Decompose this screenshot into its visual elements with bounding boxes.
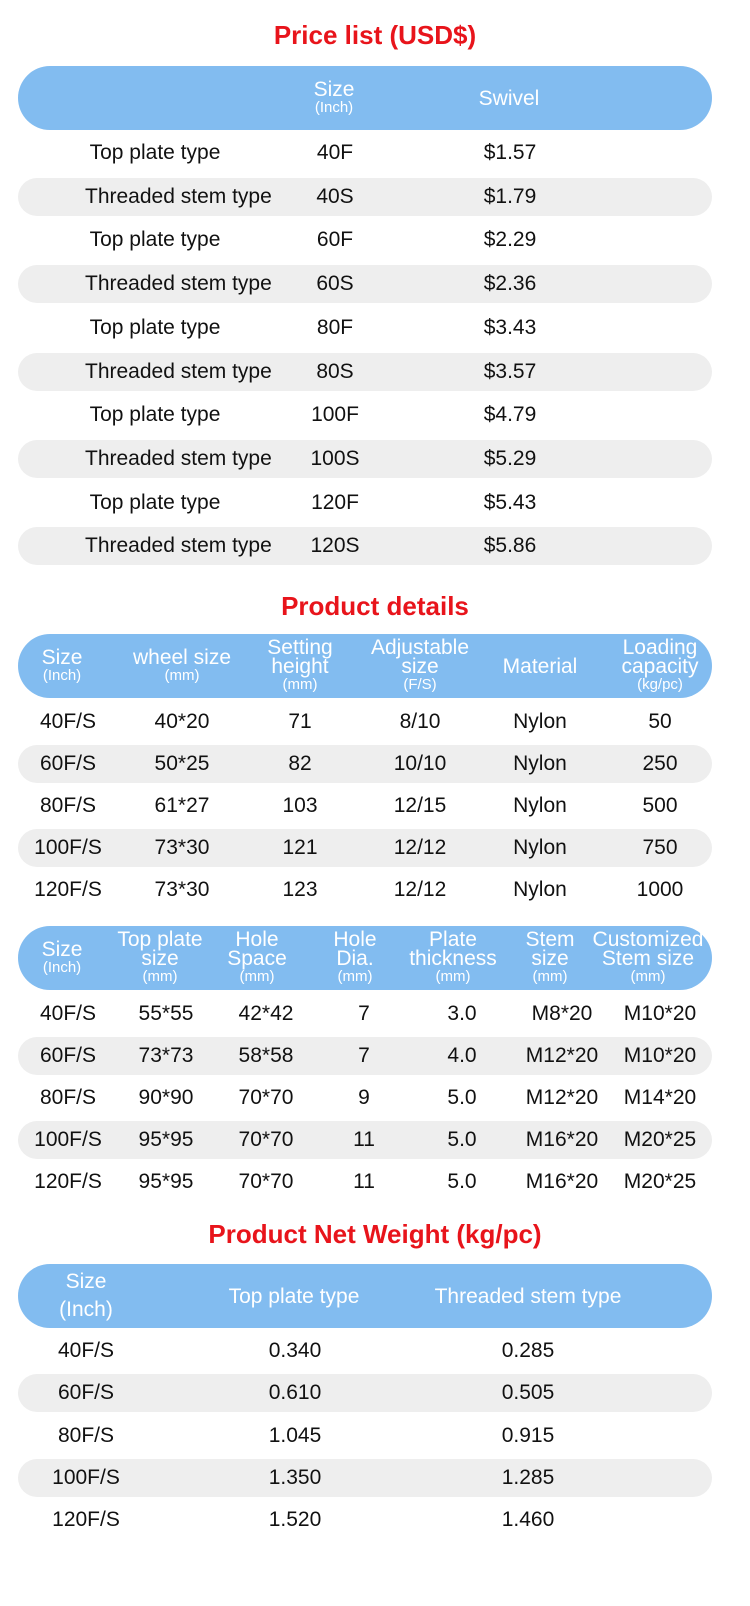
table-cell: 61*27: [154, 794, 210, 817]
table-cell: 1.350: [268, 1465, 322, 1489]
table-cell: 70*70: [238, 1128, 294, 1151]
table-cell: 40F/S: [39, 710, 97, 733]
plate-stem-header: [18, 926, 712, 990]
table-cell: Top plate type: [89, 490, 221, 514]
table-cell: 95*95: [138, 1170, 194, 1193]
header-cell: [212, 926, 302, 990]
net-weight-header: [18, 1264, 712, 1328]
table-cell: M12*20: [525, 1044, 599, 1067]
header-main: Size: [313, 77, 355, 101]
table-cell: 120F/S: [34, 1170, 102, 1193]
price-list-title: Price list (USD$): [273, 20, 477, 50]
table-cell: 7: [358, 1002, 370, 1025]
header-cell: [112, 634, 252, 698]
table-cell: M8*20: [531, 1002, 593, 1025]
header-cell-size: [284, 66, 384, 130]
header-cell-swivel: [444, 66, 574, 130]
table-cell: $3.57: [483, 359, 537, 383]
table-cell: 9: [358, 1086, 370, 1109]
table-cell: 95*95: [138, 1128, 194, 1151]
table-cell: 1.045: [268, 1423, 322, 1447]
table-cell: 121: [282, 836, 318, 859]
table-row: [18, 995, 712, 1033]
header-cell: [398, 926, 508, 990]
table-cell: 5.0: [447, 1170, 477, 1193]
table-cell: 73*30: [154, 836, 210, 859]
header-main: Loading capacity: [621, 636, 699, 678]
header-cell: [17, 926, 107, 990]
header-cell: [605, 634, 715, 698]
table-row: [18, 309, 712, 347]
table-row: [18, 829, 712, 867]
header-cell: [510, 926, 590, 990]
table-cell: $4.79: [483, 403, 537, 427]
table-cell: 40F: [316, 141, 354, 164]
header-cell: [315, 926, 395, 990]
table-row: [18, 1121, 712, 1159]
table-cell: 60F/S: [57, 1381, 115, 1405]
table-cell: 250: [642, 752, 678, 775]
header-main: Hole Space: [227, 928, 287, 970]
table-cell: 60F: [316, 228, 354, 252]
table-cell: Nylon: [513, 878, 567, 901]
table-cell: 120F/S: [52, 1508, 120, 1532]
table-cell: 0.610: [268, 1381, 322, 1405]
header-main: Customized Stem size: [592, 928, 704, 970]
price-list-header: [18, 66, 712, 130]
table-cell: 3.0: [447, 1002, 477, 1025]
table-cell: 103: [282, 794, 318, 817]
header-cell: [485, 634, 595, 698]
table-cell: Threaded stem type: [85, 272, 272, 296]
table-cell: 80F/S: [57, 1423, 115, 1447]
table-cell: $2.36: [483, 272, 537, 296]
table-cell: 100F/S: [34, 836, 102, 859]
header-sub: (mm): [337, 968, 373, 985]
table-cell: 73*30: [154, 878, 210, 901]
header-cell: [12, 634, 112, 698]
table-cell: 11: [353, 1170, 375, 1193]
table-cell: Threaded stem type: [85, 534, 272, 558]
header-sub: (mm): [239, 968, 275, 985]
product-details-title: Product details: [281, 591, 469, 621]
header-cell-size: [36, 1264, 136, 1328]
header-cell-top-plate: [204, 1264, 384, 1328]
table-cell: 82: [288, 752, 312, 775]
net-weight-title: Product Net Weight (kg/pc): [208, 1219, 542, 1249]
table-cell: 7: [358, 1044, 370, 1067]
table-cell: 11: [353, 1128, 375, 1151]
header-main: Material: [502, 654, 578, 678]
header-main: Stem size: [525, 928, 575, 970]
table-cell: 8/10: [399, 710, 441, 733]
table-cell: Nylon: [513, 794, 567, 817]
header-cell: [250, 634, 350, 698]
header-main: Setting height: [267, 636, 333, 678]
table-cell: 50*25: [154, 752, 210, 775]
table-row: [18, 134, 712, 172]
table-cell: 80F/S: [39, 794, 97, 817]
table-cell: 123: [282, 878, 318, 901]
header-sub: (kg/pc): [637, 676, 683, 693]
table-cell: $3.43: [483, 315, 537, 339]
header-sub: (mm): [435, 968, 471, 985]
table-cell: 50: [648, 710, 672, 733]
table-row: [18, 1417, 712, 1455]
table-cell: 1.460: [501, 1508, 555, 1532]
table-cell: 80F/S: [39, 1086, 97, 1109]
table-cell: 60S: [316, 272, 354, 296]
header-main: Top plate type: [228, 1284, 360, 1308]
header-sub: (mm): [282, 676, 318, 693]
table-cell: 70*70: [238, 1170, 294, 1193]
table-cell: M20*25: [623, 1170, 697, 1193]
header-main: Adjustable size: [370, 636, 470, 678]
table-cell: $2.29: [483, 228, 537, 252]
table-cell: 1.285: [501, 1465, 555, 1489]
table-cell: 750: [642, 836, 678, 859]
header-main: wheel size: [132, 645, 232, 669]
table-row: [18, 221, 712, 259]
table-cell: Top plate type: [89, 228, 221, 252]
table-cell: 4.0: [447, 1044, 477, 1067]
table-row: [18, 871, 712, 909]
header-main: Hole Dia.: [333, 928, 377, 970]
table-cell: Threaded stem type: [85, 184, 272, 208]
table-cell: 120S: [310, 534, 360, 558]
table-cell: 73*73: [138, 1044, 194, 1067]
table-cell: 70*70: [238, 1086, 294, 1109]
table-cell: Nylon: [513, 752, 567, 775]
header-sub: (Inch): [314, 98, 354, 116]
table-cell: 1.520: [268, 1508, 322, 1532]
table-cell: Threaded stem type: [85, 359, 272, 383]
table-cell: $5.29: [483, 446, 537, 470]
table-cell: 40*20: [154, 710, 210, 733]
table-cell: 5.0: [447, 1086, 477, 1109]
table-cell: Top plate type: [89, 403, 221, 427]
header-sub: (Inch): [42, 666, 82, 684]
table-cell: 40F/S: [39, 1002, 97, 1025]
header-sub: (mm): [630, 968, 666, 985]
table-cell: 0.285: [501, 1339, 555, 1362]
header-main: Plate thickness: [409, 928, 497, 970]
table-cell: Top plate type: [89, 141, 221, 164]
table-cell: M16*20: [525, 1128, 599, 1151]
header-main: Size (Inch): [59, 1270, 113, 1321]
table-cell: 0.505: [501, 1381, 555, 1405]
header-cell: [355, 634, 485, 698]
table-cell: M16*20: [525, 1170, 599, 1193]
header-sub: (F/S): [403, 676, 437, 693]
table-row: [18, 1163, 712, 1201]
table-cell: M12*20: [525, 1086, 599, 1109]
table-cell: 500: [642, 794, 678, 817]
table-row: [18, 1501, 712, 1539]
table-cell: 80F: [316, 315, 354, 339]
table-cell: 100F/S: [52, 1465, 120, 1489]
table-cell: $5.43: [483, 490, 537, 514]
table-cell: Nylon: [513, 836, 567, 859]
table-cell: 42*42: [238, 1002, 294, 1025]
table-cell: 55*55: [138, 1002, 194, 1025]
table-row: [18, 396, 712, 434]
table-cell: M10*20: [623, 1002, 697, 1025]
table-row: [18, 1459, 712, 1497]
table-cell: 40S: [316, 184, 354, 208]
table-cell: 100F: [311, 403, 359, 427]
product-details-header: [18, 634, 712, 698]
table-cell: 120F: [311, 490, 359, 514]
header-main: Threaded stem type: [434, 1284, 622, 1308]
table-cell: 58*58: [238, 1044, 294, 1067]
table-cell: 12/15: [393, 794, 447, 817]
table-row: [18, 787, 712, 825]
table-cell: Top plate type: [89, 315, 221, 339]
table-cell: 5.0: [447, 1128, 477, 1151]
table-row: [18, 703, 712, 741]
table-cell: Nylon: [513, 710, 567, 733]
header-cell: [589, 926, 707, 990]
table-cell: 12/12: [393, 878, 447, 901]
table-row: [18, 527, 712, 565]
table-cell: $1.57: [483, 141, 537, 164]
header-main: Swivel: [478, 86, 540, 110]
table-cell: 40F/S: [57, 1339, 115, 1362]
header-main: Size: [41, 645, 83, 669]
header-sub: (mm): [164, 666, 200, 684]
table-cell: M14*20: [623, 1086, 697, 1109]
table-row: [18, 178, 712, 216]
table-cell: $1.79: [483, 184, 537, 208]
table-cell: 1000: [636, 878, 684, 901]
table-row: [18, 1079, 712, 1117]
table-cell: 100S: [310, 446, 360, 470]
header-cell-type: [18, 66, 288, 130]
header-main: Size: [41, 937, 83, 961]
table-cell: 60F/S: [39, 752, 97, 775]
table-row: [18, 745, 712, 783]
header-cell-threaded-stem: [408, 1264, 648, 1328]
table-cell: 80S: [316, 359, 354, 383]
table-row: [18, 484, 712, 522]
table-row: [18, 440, 712, 478]
table-cell: 120F/S: [34, 878, 102, 901]
table-cell: $5.86: [483, 534, 537, 558]
header-sub: (Inch): [42, 958, 82, 976]
table-row: [18, 353, 712, 391]
table-cell: 71: [288, 710, 312, 733]
table-cell: M20*25: [623, 1128, 697, 1151]
table-cell: M10*20: [623, 1044, 697, 1067]
header-cell: [105, 926, 215, 990]
table-row: [18, 1332, 712, 1370]
table-cell: 12/12: [393, 836, 447, 859]
table-cell: 0.340: [268, 1339, 322, 1362]
table-cell: 90*90: [138, 1086, 194, 1109]
table-row: [18, 1037, 712, 1075]
table-cell: 0.915: [501, 1423, 555, 1447]
table-row: [18, 265, 712, 303]
header-sub: (mm): [532, 968, 568, 985]
table-cell: 10/10: [393, 752, 447, 775]
table-cell: 60F/S: [39, 1044, 97, 1067]
table-row: [18, 1374, 712, 1412]
header-main: Top plate size: [117, 928, 203, 970]
table-cell: 100F/S: [34, 1128, 102, 1151]
header-sub: (mm): [142, 968, 178, 985]
table-cell: Threaded stem type: [85, 446, 272, 470]
